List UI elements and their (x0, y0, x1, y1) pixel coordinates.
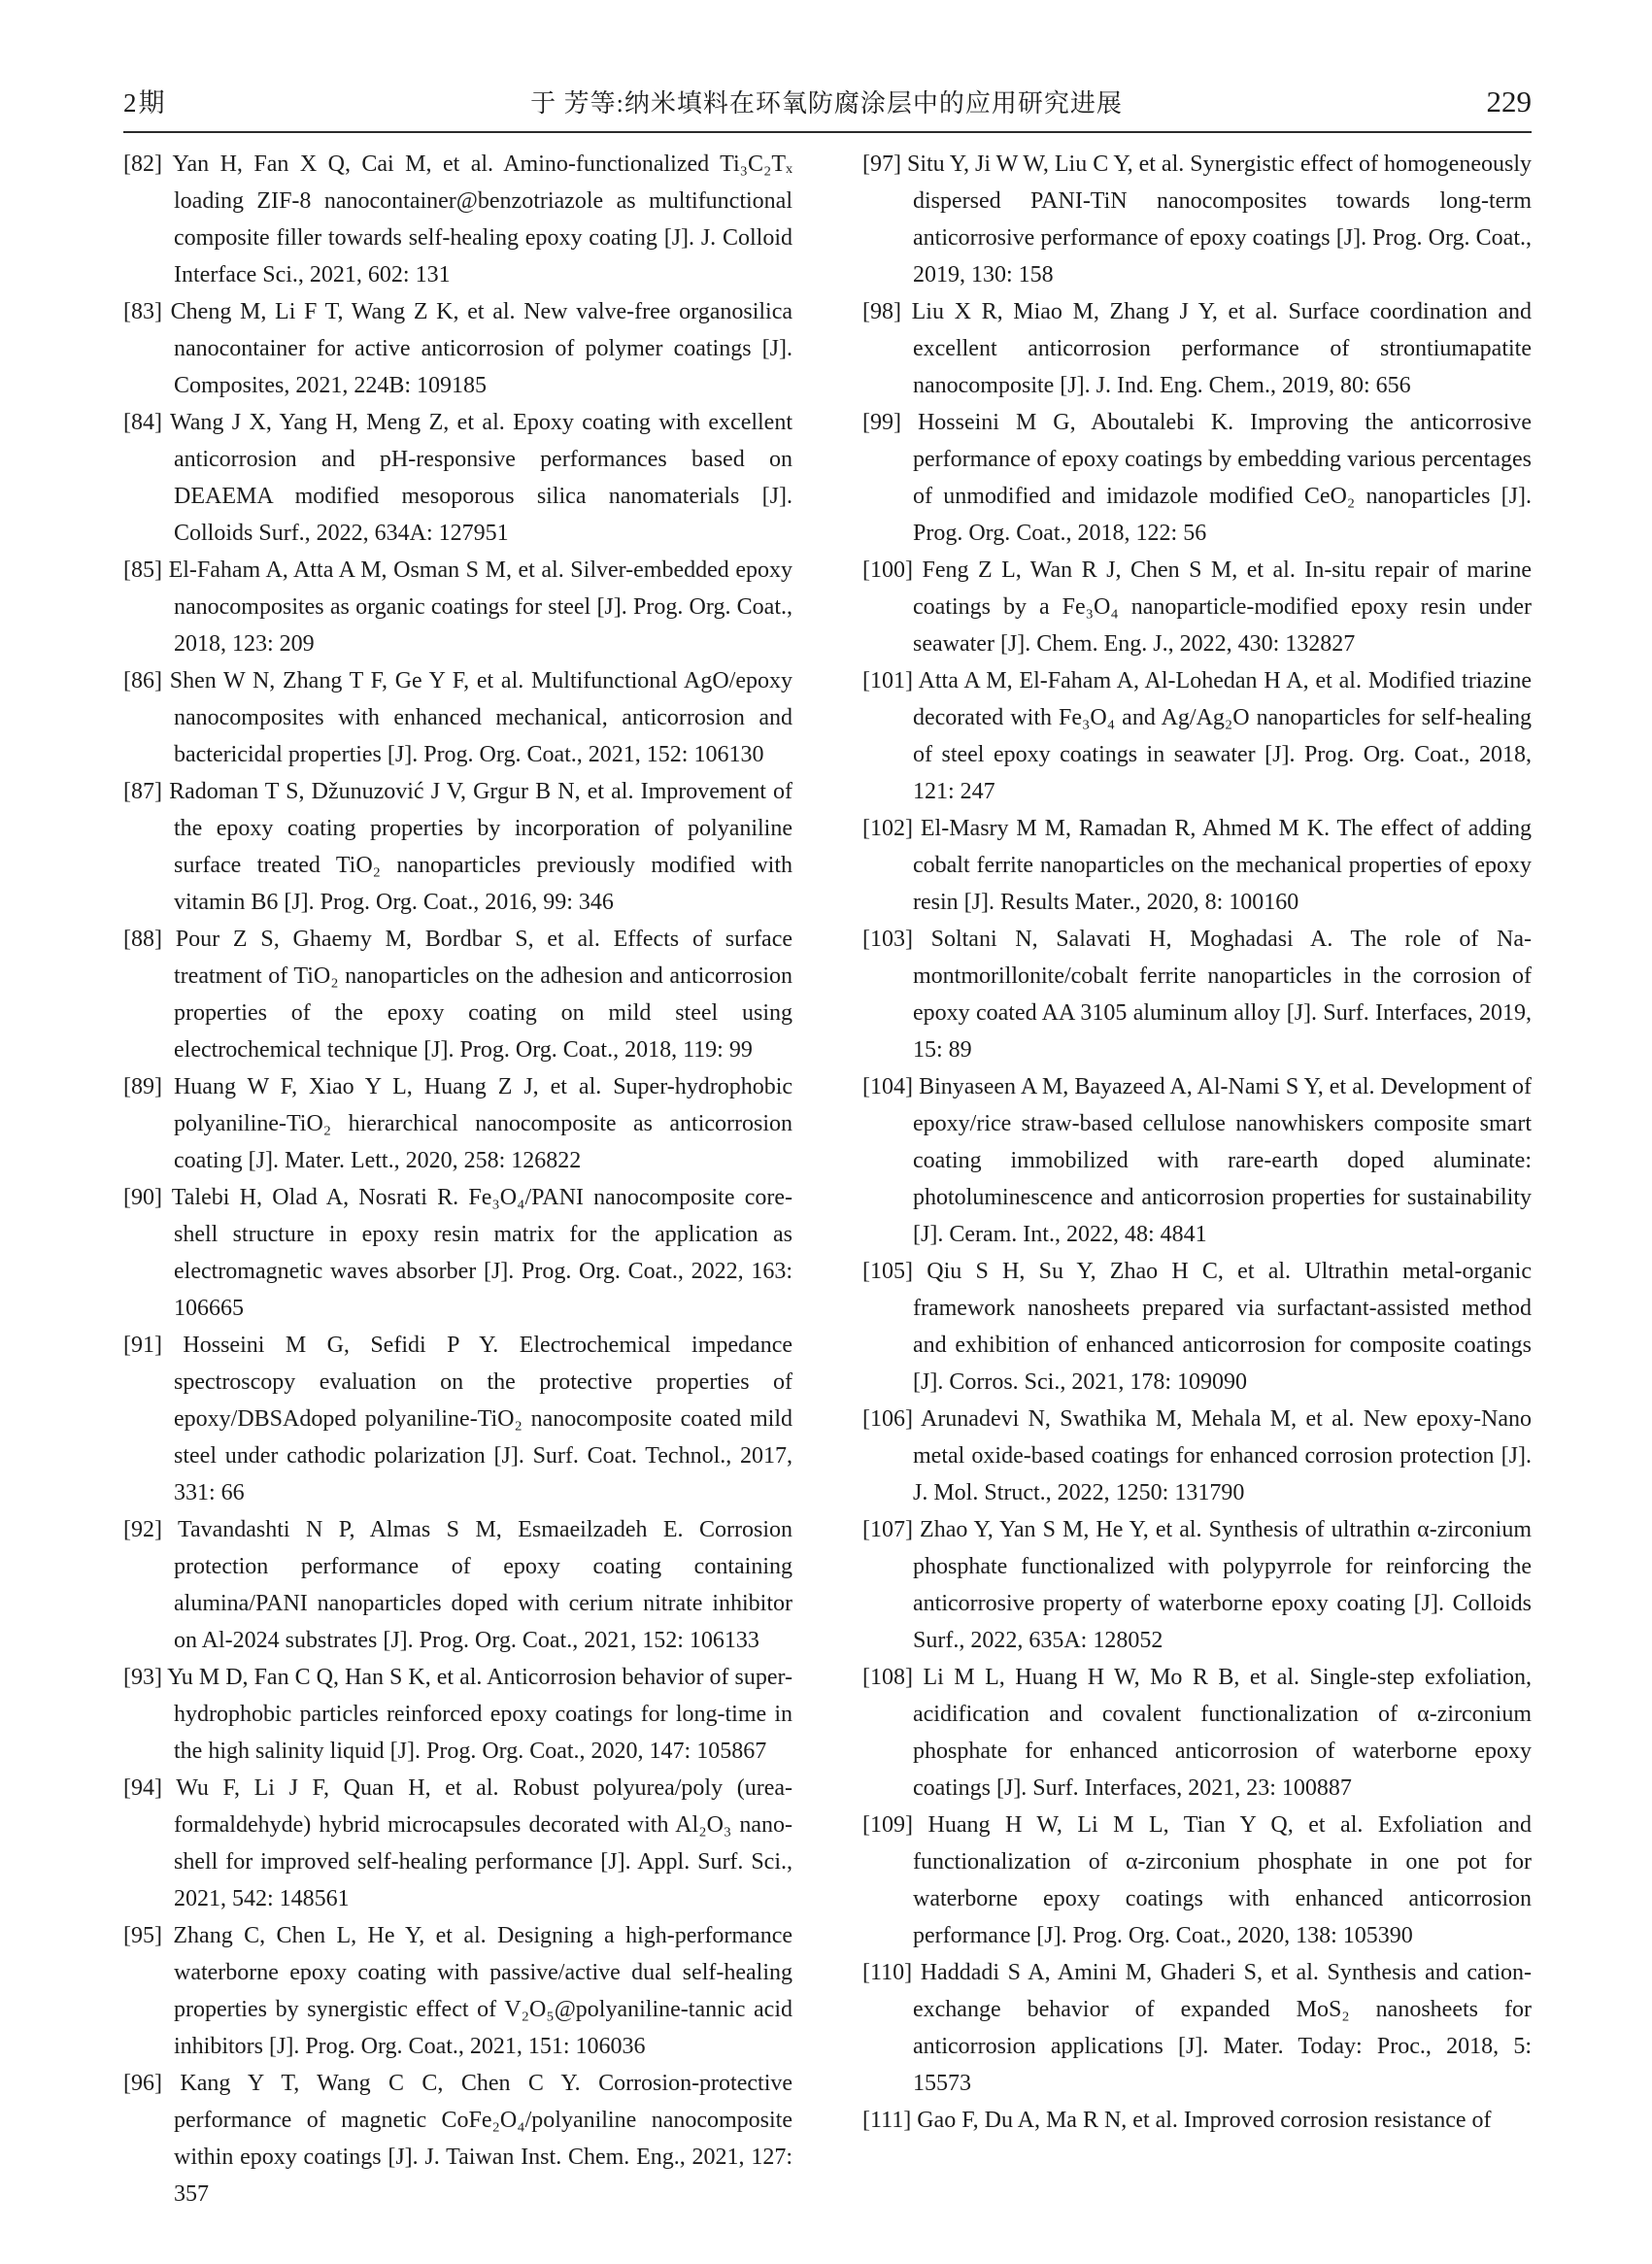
reference-text: Binyaseen A M, Bayazeed A, Al-Nami S Y, et al. Development of epoxy/rice straw-based cellulose nanowhiskers composite smart coating immobilized with rare-earth doped aluminate: photoluminescence and anticorrosion properties for sustainability [J]. Ceram. Int., 2022, 48: 4841 (913, 1074, 1532, 1247)
reference-text: Huang H W, Li M L, Tian Y Q, et al. Exfoliation and functionalization of α-zirconium phosphate in one pot for waterborne epoxy coatings with enhanced anticorrosion performance [J]. Prog. Org. Coat., 2020, 138: 105390 (913, 1812, 1532, 1948)
reference-item (123, 1770, 792, 1917)
reference-number: [100] (862, 558, 913, 583)
reference-item (123, 293, 792, 404)
reference-number: [103] (862, 927, 913, 952)
reference-number: [89] (123, 1074, 162, 1099)
references-column-left (123, 146, 792, 2213)
reference-number: [108] (862, 1665, 913, 1690)
reference-item (123, 773, 792, 921)
reference-item (123, 1327, 792, 1511)
reference-text: Qiu S H, Su Y, Zhao H C, et al. Ultrathin metal-organic framework nanosheets prepared via surfactant-assisted method and exhibition of enhanced anticorrosion for composite coatings [J]. Corros. Sci., 2021, 178: 109090 (913, 1259, 1533, 1395)
reference-item (862, 1659, 1532, 1807)
reference-item (862, 921, 1532, 1068)
reference-number: [111] (862, 2108, 912, 2133)
reference-text: Hosseini M G, Aboutalebi K. Improving the anticorrosive performance of epoxy coatings by embedding various percentages of unmodified and imidazole modified CeO₂ nanoparticles [J]. Prog. Org. Coat., 2018, 122: 56 (913, 410, 1533, 546)
reference-text: Wang J X, Yang H, Meng Z, et al. Epoxy coating with excellent anticorrosion and pH-responsive performances based on DEAEMA modified mesoporous silica nanomaterials [J]. Colloids Surf., 2022, 634A: 127951 (169, 410, 792, 546)
reference-text: Huang W F, Xiao Y L, Huang Z J, et al. Super-hydrophobic polyaniline-TiO₂ hierarchical nanocomposite as anticorrosion coating [J]. Mater. Lett., 2020, 258: 126822 (173, 1074, 793, 1173)
reference-number: [93] (123, 1665, 162, 1690)
reference-number: [84] (123, 410, 162, 435)
reference-number: [92] (123, 1517, 162, 1542)
reference-number: [98] (862, 299, 901, 324)
reference-text: El-Masry M M, Ramadan R, Ahmed M K. The effect of adding cobalt ferrite nanoparticles on the mechanical properties of epoxy resin [J]. Results Mater., 2020, 8: 100160 (913, 816, 1532, 915)
reference-item (862, 146, 1532, 293)
reference-item (862, 1511, 1532, 1659)
references-column-right (862, 146, 1532, 2213)
reference-text: Pour Z S, Ghaemy M, Bordbar S, et al. Effects of surface treatment of TiO₂ nanoparticles on the adhesion and anticorrosion properties of the epoxy coating on mild steel using electrochemical technique [J]. Prog. Org. Coat., 2018, 119: 99 (174, 927, 793, 1063)
reference-item (123, 146, 792, 293)
reference-text: Yu M D, Fan C Q, Han S K, et al. Anticorrosion behavior of super-hydrophobic particles reinforced epoxy coatings for long-time in the high salinity liquid [J]. Prog. Org. Coat., 2020, 147: 105867 (167, 1665, 792, 1764)
reference-text: Zhao Y, Yan S M, He Y, et al. Synthesis of ultrathin α-zirconium phosphate functionalized with polypyrrole for reinforcing the anticorrosive property of waterborne epoxy coating [J]. Colloids Surf., 2022, 635A: 128052 (913, 1517, 1532, 1653)
reference-number: [99] (862, 410, 901, 435)
reference-item (862, 662, 1532, 810)
reference-item (123, 1179, 792, 1327)
reference-number: [90] (123, 1185, 162, 1210)
reference-number: [107] (862, 1517, 913, 1542)
reference-item (123, 1917, 792, 2065)
reference-number: [83] (123, 299, 162, 324)
reference-item (862, 552, 1532, 662)
reference-text: Zhang C, Chen L, He Y, et al. Designing a high-performance waterborne epoxy coating with passive/active dual self-healing properties by synergistic effect of V₂O₅@polyaniline-tannic acid inhibitors [J]. Prog. Org. Coat., 2021, 151: 106036 (173, 1923, 793, 2059)
reference-item (862, 1068, 1532, 1253)
reference-number: [105] (862, 1259, 913, 1284)
reference-item (862, 1954, 1532, 2102)
reference-number: [91] (123, 1333, 162, 1358)
reference-number: [85] (123, 558, 162, 583)
page-number: 229 (1486, 84, 1532, 118)
reference-number: [95] (123, 1923, 162, 1948)
reference-item (862, 293, 1532, 404)
reference-number: [110] (862, 1960, 913, 1985)
reference-text: El-Faham A, Atta A M, Osman S M, et al. Silver-embedded epoxy nanocomposites as organic coatings for steel [J]. Prog. Org. Coat., 2018, 123: 209 (168, 558, 792, 657)
reference-number: [82] (123, 152, 162, 177)
reference-item (862, 404, 1532, 552)
reference-number: [101] (862, 668, 913, 693)
reference-item (123, 1068, 792, 1179)
reference-number: [86] (123, 668, 162, 693)
reference-text: Arunadevi N, Swathika M, Mehala M, et al. New epoxy-Nano metal oxide-based coatings for enhanced corrosion protection [J]. J. Mol. Struct., 2022, 1250: 131790 (913, 1406, 1532, 1505)
reference-item (123, 1511, 792, 1659)
reference-number: [104] (862, 1074, 913, 1099)
reference-text: Talebi H, Olad A, Nosrati R. Fe₃O₄/PANI nanocomposite core-shell structure in epoxy resin matrix for the application as electromagnetic waves absorber [J]. Prog. Org. Coat., 2022, 163: 106665 (171, 1185, 792, 1321)
reference-number: [102] (862, 816, 913, 841)
reference-item (862, 1253, 1532, 1401)
reference-text: Shen W N, Zhang T F, Ge Y F, et al. Multifunctional AgO/epoxy nanocomposites with enhanced mechanical, anticorrosion and bactericidal properties [J]. Prog. Org. Coat., 2021, 152: 106130 (169, 668, 792, 767)
reference-item (862, 810, 1532, 921)
reference-item (123, 662, 792, 773)
reference-number: [106] (862, 1406, 913, 1432)
reference-number: [96] (123, 2071, 162, 2096)
reference-item (123, 552, 792, 662)
reference-item (862, 1401, 1532, 1511)
reference-item (123, 1659, 792, 1770)
reference-text: Soltani N, Salavati H, Moghadasi A. The role of Na-montmorillonite/cobalt ferrite nanoparticles in the corrosion of epoxy coated AA 3105 aluminum alloy [J]. Surf. Interfaces, 2019, 15: 89 (913, 927, 1533, 1063)
reference-text: Gao F, Du A, Ma R N, et al. Improved corrosion resistance of (917, 2108, 1492, 2133)
reference-text: Liu X R, Miao M, Zhang J Y, et al. Surface coordination and excellent anticorrosion performance of strontiumapatite nanocomposite [J]. J. Ind. Eng. Chem., 2019, 80: 656 (911, 299, 1532, 398)
reference-text: Situ Y, Ji W W, Liu C Y, et al. Synergistic effect of homogeneously dispersed PANI-TiN nanocomposites towards long-term anticorrosive performance of epoxy coatings [J]. Prog. Org. Coat., 2019, 130: 158 (907, 152, 1532, 287)
reference-item (862, 2102, 1532, 2139)
reference-text: Tavandashti N P, Almas S M, Esmaeilzadeh E. Corrosion protection performance of epoxy coating containing alumina/PANI nanoparticles doped with cerium nitrate inhibitor on Al-2024 substrates [J]. Prog. Org. Coat., 2021, 152: 106133 (174, 1517, 792, 1653)
reference-text: Atta A M, El-Faham A, Al-Lohedan H A, et al. Modified triazine decorated with Fe₃O₄ and Ag/Ag₂O nanoparticles for self-healing of steel epoxy coatings in seawater [J]. Prog. Org. Coat., 2018, 121: 247 (913, 668, 1532, 804)
reference-number: [109] (862, 1812, 913, 1838)
references-section (123, 146, 1532, 2213)
running-title: 于 芳等:纳米填料在环氧防腐涂层中的应用研究进展 (530, 89, 1123, 118)
reference-text: Cheng M, Li F T, Wang Z K, et al. New valve-free organosilica nanocontainer for active anticorrosion of polymer coatings [J]. Composites, 2021, 224B: 109185 (170, 299, 792, 398)
reference-text: Feng Z L, Wan R J, Chen S M, et al. In-situ repair of marine coatings by a Fe₃O₄ nanoparticle-modified epoxy resin under seawater [J]. Chem. Eng. J., 2022, 430: 132827 (913, 558, 1532, 657)
reference-text: Yan H, Fan X Q, Cai M, et al. Amino-functionalized Ti₃C₂Tₓ loading ZIF-8 nanocontainer@benzotriazole as multifunctional composite filler towards self-healing epoxy coating [J]. J. Colloid Interface Sci., 2021, 602: 131 (172, 152, 792, 287)
reference-number: [94] (123, 1775, 162, 1801)
reference-text: Li M L, Huang H W, Mo R B, et al. Single-step exfoliation, acidification and covalent functionalization of α-zirconium phosphate for enhanced anticorrosion of waterborne epoxy coatings [J]. Surf. Interfaces, 2021, 23: 100887 (913, 1665, 1532, 1801)
reference-number: [88] (123, 927, 162, 952)
reference-item (123, 2065, 792, 2213)
issue-label: 2期 (123, 88, 167, 118)
reference-text: Hosseini M G, Sefidi P Y. Electrochemical impedance spectroscopy evaluation on the protective properties of epoxy/DBSAdoped polyaniline-TiO₂ nanocomposite coated mild steel under cathodic polarization [J]. Surf. Coat. Technol., 2017, 331: 66 (174, 1333, 793, 1505)
reference-item (123, 404, 792, 552)
reference-text: Radoman T S, Džunuzović J V, Grgur B N, et al. Improvement of the epoxy coating properties by incorporation of polyaniline surface treated TiO₂ nanoparticles previously modified with vitamin B6 [J]. Prog. Org. Coat., 2016, 99: 346 (169, 779, 793, 915)
reference-number: [87] (123, 779, 162, 804)
reference-item (862, 1807, 1532, 1954)
reference-text: Wu F, Li J F, Quan H, et al. Robust polyurea/poly (urea-formaldehyde) hybrid microcapsules decorated with Al₂O₃ nano-shell for improved self-healing performance [J]. Appl. Surf. Sci., 2021, 542: 148561 (174, 1775, 793, 1911)
reference-number: [97] (862, 152, 901, 177)
reference-text: Haddadi S A, Amini M, Ghaderi S, et al. Synthesis and cation-exchange behavior of expanded MoS₂ nanosheets for anticorrosion applications [J]. Mater. Today: Proc., 2018, 5: 15573 (913, 1960, 1532, 2096)
reference-item (123, 921, 792, 1068)
reference-text: Kang Y T, Wang C C, Chen C Y. Corrosion-protective performance of magnetic CoFe₂O₄/polyaniline nanocomposite within epoxy coatings [J]. J. Taiwan Inst. Chem. Eng., 2021, 127: 357 (174, 2071, 793, 2207)
page-header (123, 82, 1532, 133)
